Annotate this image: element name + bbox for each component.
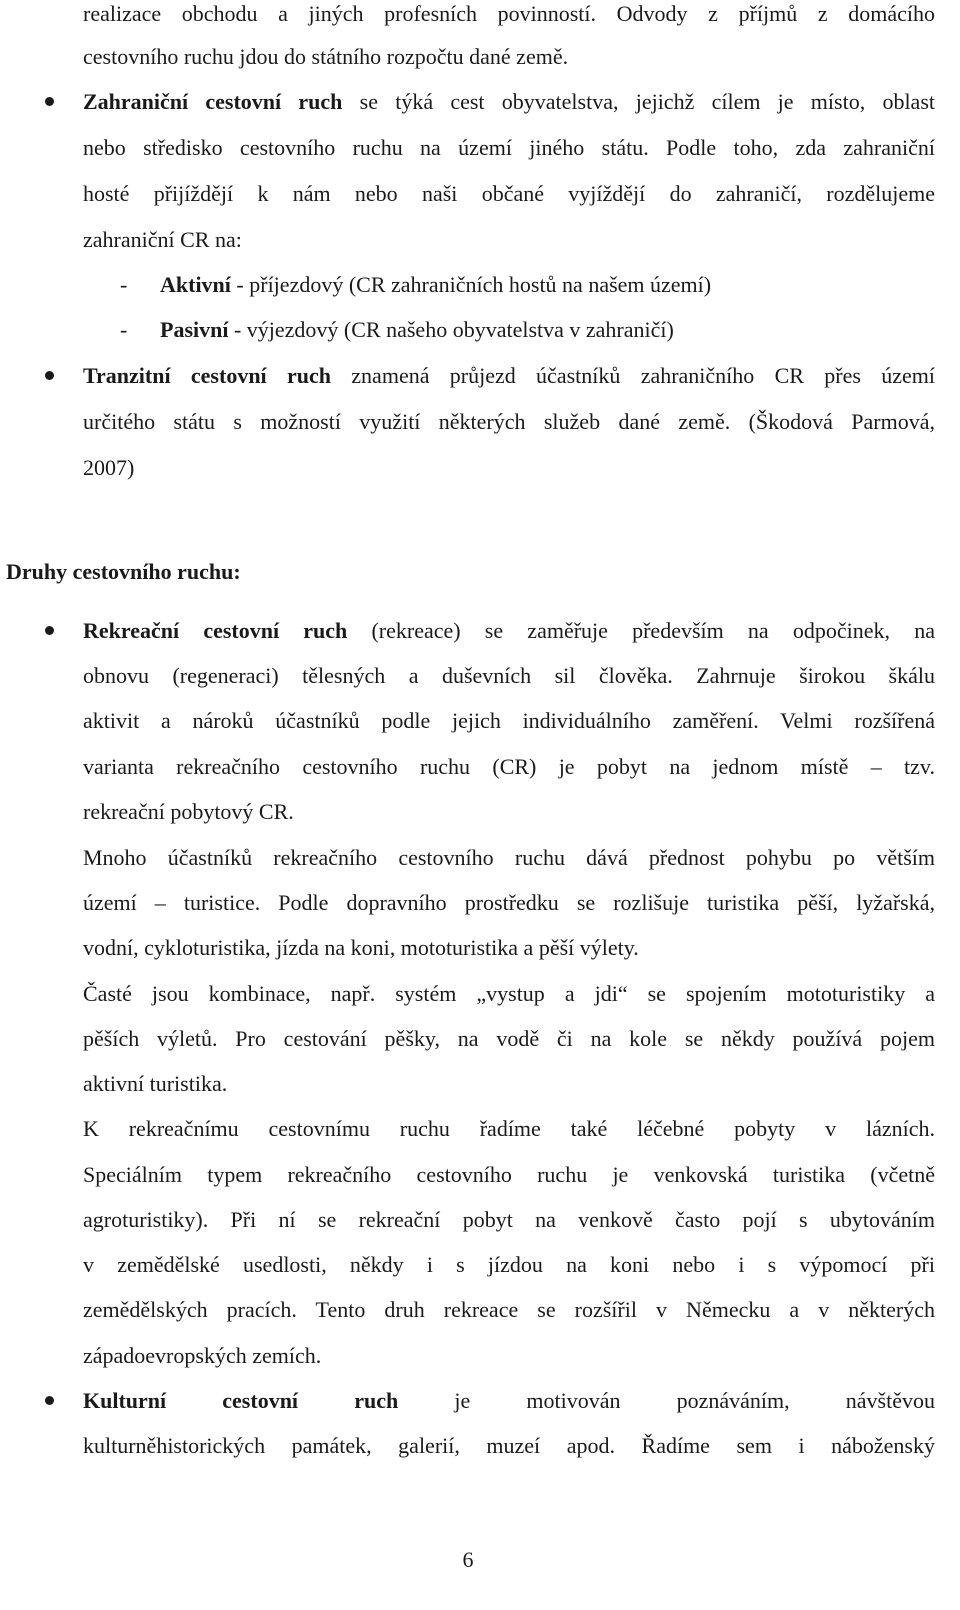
text-line: agroturistiky). Při ní se rekreační pobyt na venkově často pojí s ubytováním — [83, 1207, 935, 1232]
text-line — [83, 88, 935, 116]
text-line: aktivit a nároků účastníků podle jejich individuálního zaměření. Velmi rozšířená — [83, 708, 935, 733]
text-fragment: se týká cest obyvatelstva, jejichž cílem je místo, oblast — [342, 89, 935, 114]
text-line: realizace obchodu a jiných profesních povinností. Odvody z příjmů z domácího — [83, 1, 935, 26]
text-line: Časté jsou kombinace, např. systém „vystup a jdi“ se spojením mototuristiky a — [83, 981, 935, 1006]
sub-item-pasivni — [160, 316, 674, 344]
term-tranzitni: Tranzitní cestovní ruch — [83, 363, 331, 388]
text-fragment: - příjezdový (CR zahraničních hostů na našem území) — [230, 272, 712, 297]
bullet-icon — [45, 626, 54, 635]
page-number: 6 — [462, 1547, 474, 1572]
term-pasivni: Pasivní — [160, 317, 229, 342]
term-aktivni: Aktivní — [160, 272, 231, 297]
text-line: Mnoho účastníků rekreačního cestovního ruchu dává přednost pohybu po větším — [83, 845, 935, 870]
text-fragment: - výjezdový (CR našeho obyvatelstva v zahraničí) — [228, 317, 674, 342]
text-fragment: znamená průjezd účastníků zahraničního CR přes území — [330, 363, 935, 388]
bullet-icon — [45, 371, 54, 380]
dash-marker: - — [120, 317, 128, 342]
text-line: pěších výletů. Pro cestování pěšky, na vodě či na kole se někdy používá pojem — [83, 1026, 935, 1051]
text-line: v zemědělské usedlosti, někdy i s jízdou na koni nebo i s výpomocí při — [83, 1252, 935, 1277]
text-line: obnovu (regeneraci) tělesných a duševních sil člověka. Zahrnuje širokou škálu — [83, 663, 935, 688]
text-line: vodní, cykloturistika, jízda na koni, mototuristika a pěší výlety. — [83, 935, 639, 960]
text-line — [83, 362, 935, 390]
dash-marker: - — [120, 272, 128, 297]
text-line: zahraniční CR na: — [83, 227, 242, 252]
term-kulturni: Kulturní cestovní ruch — [83, 1388, 399, 1413]
term-zahranicni: Zahraniční cestovní ruch — [83, 89, 343, 114]
text-line: varianta rekreačního cestovního ruchu (CR) je pobyt na jednom místě – tzv. — [83, 754, 935, 779]
text-line: území – turistice. Podle dopravního prostředku se rozlišuje turistika pěší, lyžařská, — [83, 890, 935, 915]
term-rekreacni: Rekreační cestovní ruch — [83, 618, 348, 643]
text-line: aktivní turistika. — [83, 1071, 228, 1096]
text-line: hosté přijíždějí k nám nebo naši občané vyjíždějí do zahraničí, rozdělujeme — [83, 181, 935, 206]
text-line: rekreační pobytový CR. — [83, 799, 294, 824]
text-line: K rekreačnímu cestovnímu ruchu řadíme také léčebné pobyty v lázních. — [83, 1116, 935, 1141]
text-line: zemědělských pracích. Tento druh rekreace se rozšířil v Německu a v některých — [83, 1297, 935, 1322]
text-line — [83, 617, 935, 645]
text-line: nebo středisko cestovního ruchu na území jiného státu. Podle toho, zda zahraniční — [83, 135, 935, 160]
section-heading: Druhy cestovního ruchu: — [6, 559, 241, 584]
text-line — [83, 1387, 935, 1415]
text-fragment: (rekreace) se zaměřuje především na odpočinek, na — [347, 618, 935, 643]
bullet-icon — [45, 1396, 54, 1405]
text-line: 2007) — [83, 455, 135, 480]
text-line: určitého státu s možností využití některých služeb dané země. (Škodová Parmová, — [83, 409, 935, 434]
bullet-icon — [45, 97, 54, 106]
text-fragment: je motivován poznáváním, návštěvou — [398, 1388, 935, 1413]
text-line: cestovního ruchu jdou do státního rozpočtu dané země. — [83, 44, 569, 69]
text-line: západoevropských zemích. — [83, 1343, 322, 1368]
text-line: Speciálním typem rekreačního cestovního ruchu je venkovská turistika (včetně — [83, 1162, 935, 1187]
sub-item-aktivni — [160, 271, 711, 299]
text-line: kulturněhistorických památek, galerií, muzeí apod. Řadíme sem i náboženský — [83, 1433, 935, 1458]
